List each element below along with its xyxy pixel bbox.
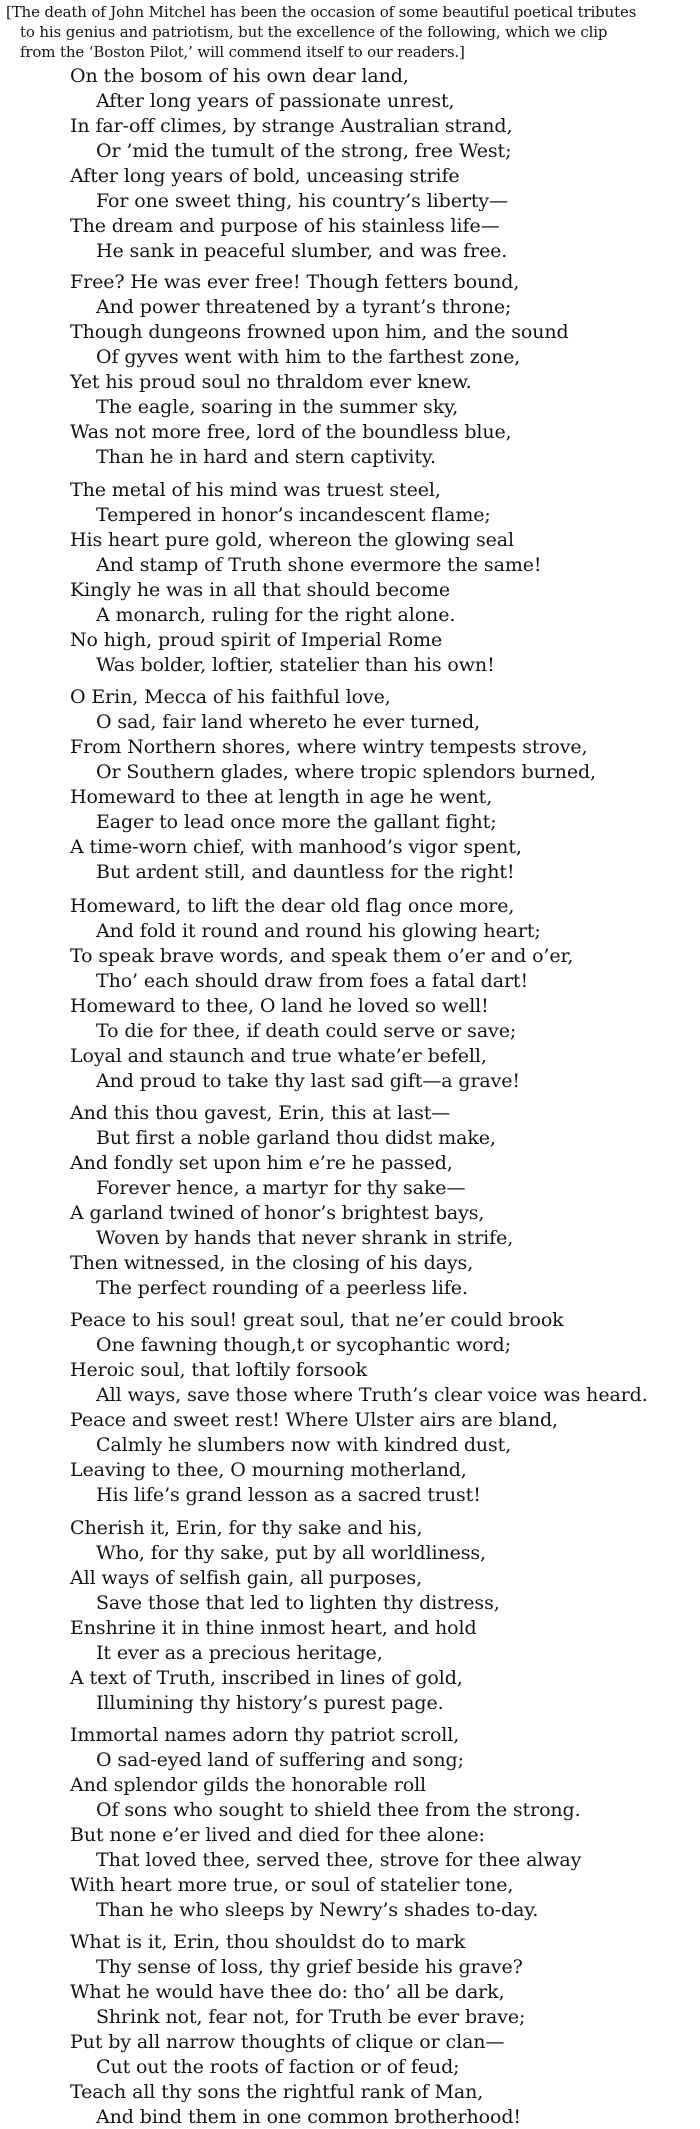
poem-line: No high, proud spirit of Imperial Rome xyxy=(70,629,443,651)
poem-line: Save those that led to lighten thy distress, xyxy=(96,1592,500,1614)
poem-line: Than he in hard and stern captivity. xyxy=(96,446,436,468)
poem-line: And stamp of Truth shone evermore the same! xyxy=(96,554,542,576)
poem-line: Tempered in honor’s incandescent flame; xyxy=(96,504,491,526)
poem-line: And this thou gavest, Erin, this at last— xyxy=(70,1102,451,1124)
poem-line: Or ’mid the tumult of the strong, free West; xyxy=(96,140,512,162)
poem-line: Teach all thy sons the rightful rank of Man, xyxy=(70,2081,484,2103)
poem-line: From Northern shores, where wintry tempests strove, xyxy=(70,736,588,758)
poem-line: But first a noble garland thou didst make, xyxy=(96,1127,496,1149)
poem-line: The perfect rounding of a peerless life. xyxy=(96,1277,468,1299)
poem-line: Kingly he was in all that should become xyxy=(70,579,450,601)
poem-line: Free? He was ever free! Though fetters bound, xyxy=(70,271,520,293)
poem-line: It ever as a precious heritage, xyxy=(96,1642,383,1664)
editorial-note xyxy=(6,2,696,62)
poem-line: In far-off climes, by strange Australian strand, xyxy=(70,115,513,137)
poem-line: Leaving to thee, O mourning motherland, xyxy=(70,1459,467,1481)
poem-line: His life’s grand lesson as a sacred trust! xyxy=(96,1484,481,1506)
poem-line: After long years of passionate unrest, xyxy=(96,90,455,112)
poem-line: A monarch, ruling for the right alone. xyxy=(96,604,456,626)
poem-line: All ways of selfish gain, all purposes, xyxy=(70,1567,423,1589)
poem-line: What he would have thee do: tho’ all be dark, xyxy=(70,1981,505,2003)
poem-line: A garland twined of honor’s brightest bays, xyxy=(70,1202,485,1224)
poem-line: Loyal and staunch and true whate’er befell, xyxy=(70,1045,487,1067)
poem-line: O Erin, Mecca of his faithful love, xyxy=(70,686,391,708)
poem-line: And fold it round and round his glowing heart; xyxy=(96,920,541,942)
poem-line: That loved thee, served thee, strove for thee alway xyxy=(96,1849,582,1871)
poem-line: But ardent still, and dauntless for the right! xyxy=(96,861,515,883)
poem-line: Illumining thy history’s purest page. xyxy=(96,1692,444,1714)
poem-line: Or Southern glades, where tropic splendors burned, xyxy=(96,761,596,783)
poem-line: With heart more true, or soul of statelier tone, xyxy=(70,1874,514,1896)
poem-line: Tho’ each should draw from foes a fatal dart! xyxy=(96,970,528,992)
poem-line: A text of Truth, inscribed in lines of gold, xyxy=(70,1667,463,1689)
poem-line: Of gyves went with him to the farthest zone, xyxy=(96,346,521,368)
poem-line: Homeward, to lift the dear old flag once more, xyxy=(70,895,515,917)
poem-line: Immortal names adorn thy patriot scroll, xyxy=(70,1724,460,1746)
poem-line: His heart pure gold, whereon the glowing seal xyxy=(70,529,514,551)
poem-line: Who, for thy sake, put by all worldliness, xyxy=(96,1542,486,1564)
poem-line: And bind them in one common brotherhood! xyxy=(96,2106,521,2128)
poem-line: Then witnessed, in the closing of his days, xyxy=(70,1252,474,1274)
poem-line: Was not more free, lord of the boundless blue, xyxy=(70,421,512,443)
poem-line: Heroic soul, that loftily forsook xyxy=(70,1359,368,1381)
poem-line: For one sweet thing, his country’s liberty— xyxy=(96,190,508,212)
poem-line: Put by all narrow thoughts of clique or clan— xyxy=(70,2031,505,2053)
poem-line: Yet his proud soul no thraldom ever knew. xyxy=(70,371,472,393)
poem-line: The metal of his mind was truest steel, xyxy=(70,479,441,501)
poem-line: After long years of bold, unceasing strife xyxy=(70,165,460,187)
poem-line: To die for thee, if death could serve or save; xyxy=(96,1020,517,1042)
poem-line: Though dungeons frowned upon him, and the sound xyxy=(70,321,569,343)
poem-line: And splendor gilds the honorable roll xyxy=(70,1774,427,1796)
poem-line: The eagle, soaring in the summer sky, xyxy=(96,396,459,418)
poem-line: But none e’er lived and died for thee alone: xyxy=(70,1824,485,1846)
poem-line: Peace and sweet rest! Where Ulster airs are bland, xyxy=(70,1409,558,1431)
poem-line: Homeward to thee at length in age he went, xyxy=(70,786,493,808)
poem-line: One fawning though,t or sycophantic word; xyxy=(96,1334,511,1356)
poem-line: All ways, save those where Truth’s clear voice was heard. xyxy=(96,1384,648,1406)
poem-line: Peace to his soul! great soul, that ne’er could brook xyxy=(70,1309,564,1331)
poem-line: To speak brave words, and speak them o’er and o’er, xyxy=(70,945,574,967)
poem-line: On the bosom of his own dear land, xyxy=(70,65,409,87)
poem-line: What is it, Erin, thou shouldst do to mark xyxy=(70,1931,466,1953)
poem-line: Homeward to thee, O land he loved so well! xyxy=(70,995,489,1017)
poem-line: Cut out the roots of faction or of feud; xyxy=(96,2056,460,2078)
poem-line: The dream and purpose of his stainless life— xyxy=(70,215,500,237)
poem-line: And fondly set upon him e’re he passed, xyxy=(70,1152,453,1174)
editorial-note-line: from the ‘Boston Pilot,’ will commend itself to our readers.] xyxy=(20,43,465,61)
poem-line: Was bolder, loftier, statelier than his own! xyxy=(96,654,495,676)
poem-line: Cherish it, Erin, for thy sake and his, xyxy=(70,1517,423,1539)
editorial-note-line: to his genius and patriotism, but the excellence of the following, which we clip xyxy=(20,23,608,41)
poem-line: A time-worn chief, with manhood’s vigor spent, xyxy=(70,836,522,858)
poem-line: O sad-eyed land of suffering and song; xyxy=(96,1749,464,1771)
poem-line: Calmly he slumbers now with kindred dust, xyxy=(96,1434,512,1456)
poem-line: And power threatened by a tyrant’s throne; xyxy=(96,296,512,318)
poem-line: O sad, fair land whereto he ever turned, xyxy=(96,711,481,733)
poem-line: Than he who sleeps by Newry’s shades to-day. xyxy=(96,1899,539,1921)
poem-line: And proud to take thy last sad gift—a grave! xyxy=(96,1070,520,1092)
poem-line: Enshrine it in thine inmost heart, and hold xyxy=(70,1617,477,1639)
poem-line: Shrink not, fear not, for Truth be ever brave; xyxy=(96,2006,526,2028)
poem-line: He sank in peaceful slumber, and was free. xyxy=(96,240,508,262)
poem-line: Forever hence, a martyr for thy sake— xyxy=(96,1177,466,1199)
poem-line: Eager to lead once more the gallant fight; xyxy=(96,811,497,833)
poem-line: Thy sense of loss, thy grief beside his grave? xyxy=(96,1956,523,1978)
editorial-note-line: [The death of John Mitchel has been the occasion of some beautiful poetical tributes xyxy=(6,3,637,21)
poem-line: Woven by hands that never shrank in strife, xyxy=(96,1227,514,1249)
poem-line: Of sons who sought to shield thee from the strong. xyxy=(96,1799,581,1821)
